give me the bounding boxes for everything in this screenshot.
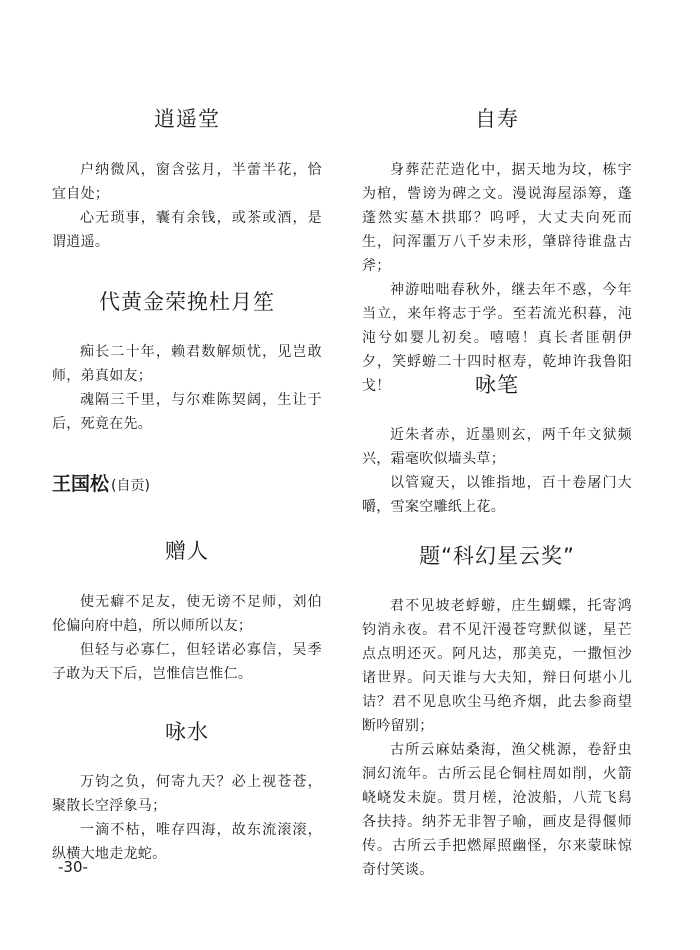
poem-body <box>362 594 632 882</box>
poem-paragraph: 魂隔三千里，与尔难陈契阔，生让于后，死竟在先。 <box>52 392 322 432</box>
poem-paragraph: 一滴不枯，唯存四海，故东流滚滚，纵横大地走龙蛇。 <box>52 822 322 862</box>
poem-paragraph: 心无琐事，囊有余钱，或茶或酒，是谓逍遥。 <box>52 210 322 250</box>
poem-paragraph: 身葬茫茫造化中，据天地为坟，栋宇为棺，訾谤为碑之文。漫说海屋添筹，蓬蓬然实墓木拱耶？呜呼，大丈夫向死而生，问浑噩万八千岁未形，肇辟待谁盘古斧； <box>362 162 632 274</box>
poem-paragraph: 古所云麻姑桑海，渔父桃源，卷舒虫洞幻流年。古所云昆仑铜柱周如削，火箭峣峣发未旋。贯月槎，沧波船，八荒飞舄各扶持。纳芥无非智子喻，画皮是得偃师传。古所云手把燃犀照幽怪，尔来蒙昧惊奇付笑谈。 <box>362 742 632 878</box>
poem-title: 赠人 <box>165 539 209 563</box>
author-origin: (自贡) <box>111 478 150 494</box>
poem-title: 咏水 <box>165 720 209 744</box>
poem-body <box>362 423 632 519</box>
poem-title: 逍遥堂 <box>154 107 220 131</box>
poem-body <box>52 340 322 436</box>
poem-paragraph: 万钧之负，何寄九天？必上视苍苍，聚散长空浮象马； <box>52 774 322 814</box>
poem-paragraph: 痴长二十年，赖君数解烦忧，见岂敢师，弟真如友； <box>52 344 322 384</box>
poem-paragraph: 使无癖不足友，使无谤不足师，刘伯伦偏向府中趋，所以师所以友； <box>52 594 322 634</box>
poem-paragraph: 户纳微风，窗含弦月，半蕾半花，恰宜自处； <box>52 162 322 202</box>
poem-body <box>52 590 322 686</box>
poem-title: 代黄金荣挽杜月笙 <box>99 290 275 314</box>
page-number: -30- <box>58 858 88 876</box>
poem-body <box>52 770 322 866</box>
poem-body <box>52 158 322 254</box>
author-name: 王国松 <box>52 473 110 495</box>
poem-title: 咏笔 <box>475 373 519 397</box>
author-heading <box>52 469 150 496</box>
poem-title: 自寿 <box>475 107 519 131</box>
poem-paragraph: 但轻与必寡仁，但轻诺必寡信，吴季子敢为天下后，岂惟信岂惟仁。 <box>52 642 322 682</box>
poem-paragraph: 以管窥天，以锥指地，百十卷屠门大嚼，雪案空雕纸上花。 <box>362 475 632 515</box>
poem-paragraph: 神游咄咄春秋外，继去年不惑，今年当立，来年将志于学。至若流光积暮，沌沌兮如婴儿初矣。嘻嘻！真长者匪朝伊夕，笑蜉蝣二十四时枢寿，乾坤许我鲁阳戈！ <box>362 282 632 394</box>
poem-paragraph: 近朱者赤，近墨则玄，两千年文狱频兴，霜毫吹似墙头草； <box>362 427 632 467</box>
poem-title: 题“科幻星云奖” <box>419 544 575 568</box>
poem-paragraph: 君不见坡老蜉蝣，庄生蝴蝶，托寄鸿钧消永夜。君不见汗漫苍穹默似谜，星芒点点明还灭。阿凡达，那美克，一撒恒沙诸世界。问天谁与大夫知，辩日何堪小儿诘？君不见息吹尘马绝齐烟，此去参商望断吟留别； <box>362 598 632 734</box>
poem-body <box>362 158 632 398</box>
